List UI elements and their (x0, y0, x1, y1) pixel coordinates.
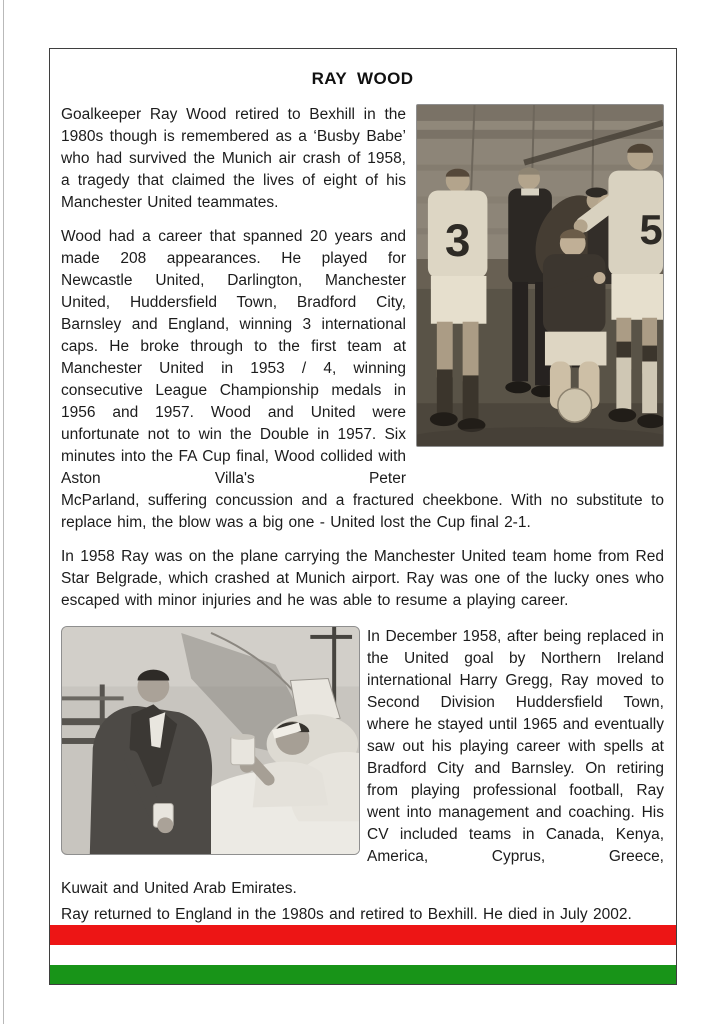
green-stripe (50, 965, 676, 984)
document-frame (49, 48, 677, 985)
football (558, 388, 592, 422)
white-stripe (50, 945, 676, 965)
patient-mug (231, 736, 255, 765)
paragraph-career: Wood had a career that spanned 20 years and made 208 appearances. He played for Newcastle United, Darlington, Manchester United, Huddersfield Town, Bradford City, Barnsley and England, winning 3 international caps. He broke through to the first team at Manchester United in 1953 / 4, winning consecutive League Championship medals in 1956 and 1957. Wood and United were unfortunate not to win the Double in 1957. Six minutes into the FA Cup final, Wood collided with Aston Villa's Peter (61, 228, 406, 487)
injured-goalkeeper-figure (543, 229, 606, 422)
red-stripe (50, 925, 676, 945)
fa-cup-final-illustration (417, 105, 663, 446)
paragraph-later-career: In December 1958, after being replaced in the United goal by Northern Ireland international Harry Gregg, Ray moved to Second Division Huddersfield Town, where he stayed until 1965 and eventually saw out his playing career with spells at Bradford City and Barnsley. On retiring from playing professional football, Ray went into management and coaching. His CV included teams in Canada, Kenya, America, Cyprus, Greece, (367, 628, 664, 865)
paragraph-career-continued: McParland, suffering concussion and a fractured cheekbone. With no substitute to replace him, the blow was a big one - United lost the Cup final 2-1. (61, 492, 664, 531)
bottom-section (61, 626, 664, 868)
paragraph-later-career-continued: Kuwait and United Arab Emirates. (61, 880, 297, 897)
photo-hospital (61, 626, 360, 855)
hospital-illustration (62, 627, 359, 854)
paragraph-munich: In 1958 Ray was on the plane carrying the Manchester United team home from Red Star Belgrade, which crashed at Munich airport. Ray was one of the lucky ones who escaped with minor injuries and he was able to resume a playing career. (61, 548, 664, 609)
footer-stripes (50, 925, 676, 984)
bottom-text-column (367, 626, 664, 868)
top-section (61, 104, 664, 490)
page-title: RAY WOOD (311, 69, 414, 88)
paragraph-closing: Ray returned to England in the 1980s and retired to Bexhill. He died in July 2002. (61, 906, 632, 923)
photo-fa-cup-final (416, 104, 664, 447)
article-body (61, 104, 664, 926)
paragraph-intro: Goalkeeper Ray Wood retired to Bexhill in the 1980s though is remembered as a ‘Busby Babe’ who had survived the Munich air crash of 1958, a tragedy that claimed the lives of eight of his Manchester United teammates. (61, 106, 406, 211)
top-text-column (61, 104, 406, 490)
scan-edge-line (3, 0, 4, 1024)
jersey-number-5: 5 (639, 206, 663, 254)
jersey-number-3: 3 (444, 215, 471, 267)
